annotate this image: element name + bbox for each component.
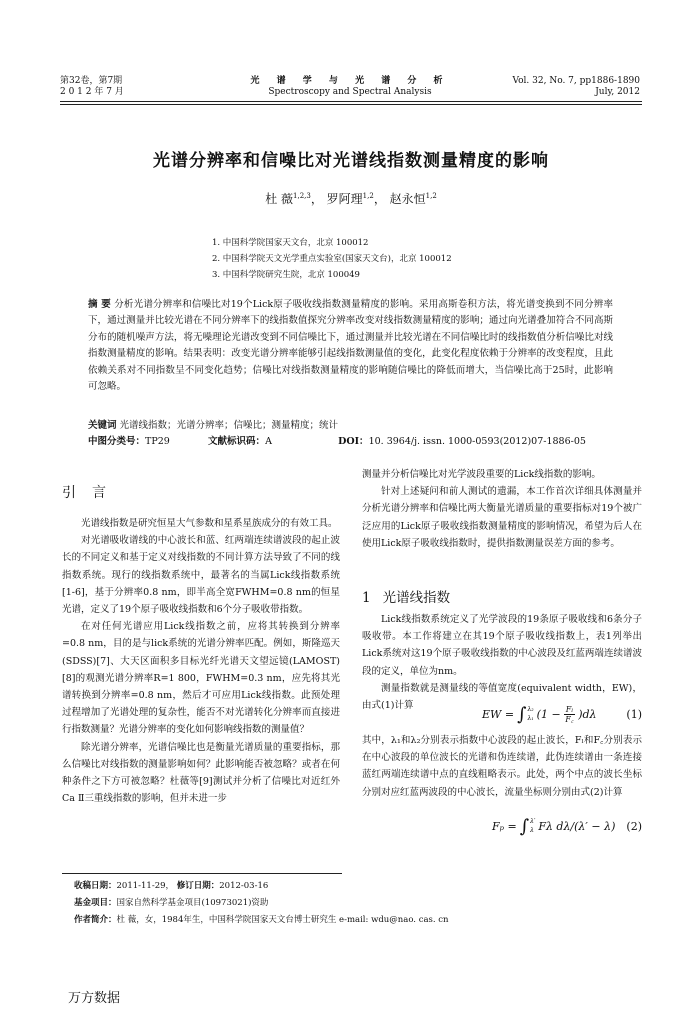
clc-label: 中图分类号： bbox=[88, 436, 146, 447]
integral-sign: ∫ bbox=[517, 703, 527, 725]
right-column-top bbox=[362, 466, 642, 552]
header-rule-thin bbox=[60, 104, 642, 105]
integral-limits bbox=[530, 817, 535, 835]
watermark: 万方数据 bbox=[68, 991, 121, 1006]
header-rule bbox=[60, 101, 642, 102]
abstract-text: 分析光谱分辨率和信噪比对19个Lick原子吸收线指数测量精度的影响。采用高斯卷积方法，将光谱变换到不同分辨率下，通过测量并比较光谱在不同分辨率下的线指数值探究分辨率改变对线指数测量精度的影响；通过向光谱叠加符合不同高斯分布的随机噪声方法，将无噪理论光谱改变到不同信噪比下，通过测量并比较光谱在不同信噪比时的线指数值分析信噪比对线指数测量精度的影响。结果表明：改变光谱分辨率能够引起线指数测量值的变化，此变化程度依赖于分辨率的改变程度，且此依赖关系对不同指数呈不同变化趋势；信噪比对线指数测量精度的影响随信噪比的降低而增大，当信噪比高于25时，此影响可忽略。 bbox=[88, 299, 614, 393]
journal-citation bbox=[440, 76, 640, 98]
revised-label: 修订日期： bbox=[176, 881, 220, 891]
footnote-dates bbox=[74, 878, 634, 895]
clc-value: TP29 bbox=[145, 436, 170, 447]
intro-paragraph: 在对任何光谱应用Lick线指数之前，应将其转换到分辨率=0.8 nm，目的是与lick系统的光谱分辨率匹配。例如，斯隆巡天(SDSS)[7]、大天区面积多目标光纤光谱天文望远镜(LAMOST)[8]的观测光谱分辨率R=1 800，FWHM=0.3 nm，应先将其光谱转换到分辨率=0.8 nm，然后才可应用Lick线指数。此预处理过程增加了光谱处理的复杂性，能否不对光谱转化分辨率而直接进行指数测量？光谱分辨率的变化如何影响线指数的测量值？ bbox=[62, 621, 340, 736]
footnote-bio bbox=[74, 912, 634, 929]
author-affil-sup: 1,2,3 bbox=[293, 192, 311, 200]
equation-number: (2) bbox=[626, 819, 642, 833]
integral-sign: ∫ bbox=[519, 815, 530, 837]
affiliation-item: 1. 中国科学院国家天文台，北京 100012 bbox=[212, 238, 369, 248]
journal-name-en: Spectroscopy and Spectral Analysis bbox=[268, 87, 432, 97]
intro-paragraph: 光谱线指数是研究恒星大气参数和星系星族成分的有效工具。 bbox=[81, 518, 338, 529]
upper-limit: λ₂ bbox=[527, 706, 534, 713]
eq1-fraction bbox=[564, 705, 576, 724]
received-date: 2011-11-29， bbox=[116, 881, 175, 891]
keywords bbox=[88, 418, 618, 433]
eq1-tail: )dλ bbox=[578, 707, 597, 721]
fund-label: 基金项目： bbox=[74, 898, 117, 908]
citation-line: Vol. 32, No. 7, pp1886-1890 bbox=[512, 76, 640, 86]
eq1-lhs: EW = bbox=[482, 707, 515, 721]
intro-body bbox=[62, 515, 340, 807]
bio-text: 杜 薇，女，1984年生，中国科学院国家天文台博士研究生 e-mail: wdu@nao. cas. cn bbox=[116, 915, 449, 925]
author-affil-sup: 1,2 bbox=[425, 192, 437, 200]
eq1-body: (1 − bbox=[536, 707, 561, 721]
doc-code-value: A bbox=[265, 436, 272, 447]
journal-name-cn: 光 谱 学 与 光 谱 分 析 bbox=[250, 76, 450, 86]
keywords-label: 关键词 bbox=[88, 420, 117, 431]
date-line: 2 0 1 2 年 7 月 bbox=[60, 87, 124, 97]
journal-volume-issue bbox=[60, 76, 190, 98]
doi-label: DOI： bbox=[338, 436, 369, 447]
section-title: 光谱线指数 bbox=[382, 590, 451, 606]
eq2-body: Fλ dλ/(λ′ − λ) bbox=[538, 819, 616, 833]
fund-text: 国家自然科学基金项目(10973021)资助 bbox=[116, 898, 269, 908]
affiliation-item: 2. 中国科学院天文光学重点实验室(国家天文台)，北京 100012 bbox=[212, 254, 452, 264]
equation-number: (1) bbox=[626, 707, 642, 721]
keywords-text: 光谱线指数；光谱分辨率；信噪比；测量精度；统计 bbox=[119, 420, 339, 431]
author-affil-sup: 1,2 bbox=[362, 192, 374, 200]
author-name: 赵永恒 bbox=[389, 192, 426, 206]
lower-limit: λ₁ bbox=[527, 715, 534, 722]
intro-paragraph: 除光谱分辨率，光谱信噪比也是衡量光谱质量的重要指标，那么信噪比对线指数的测量影响如何？此影响能否被忽略？或者在何种条件之下方可被忽略？杜薇等[9]测试并分析了信噪比对近红外Ca Ⅱ三重线指数的影响，但并未进一步 bbox=[62, 741, 340, 805]
intro-paragraph: 对光谱吸收谱线的中心波长和蓝、红两端连续谱波段的起止波长的不同定义和基于定义对线指数的不同计算方法导致了不同的线指数系统。现行的线指数系统中，最著名的当属Lick线指数系统[1-6]，基于分辨率0.8 nm，即半高全宽FWHM=0.8 nm的恒星光谱，定义了19个原子吸收线指数和6个分子吸收带指数。 bbox=[62, 535, 340, 616]
integral-limits bbox=[527, 705, 533, 723]
section-number: 1 bbox=[362, 590, 371, 606]
footnote bbox=[74, 878, 634, 929]
author-name: 罗阿理 bbox=[326, 192, 363, 206]
doc-code-label: 文献标识码： bbox=[208, 436, 266, 447]
revised-date: 2012-03-16 bbox=[219, 881, 269, 891]
affiliation-item: 3. 中国科学院研究生院，北京 100049 bbox=[212, 270, 360, 280]
eq2-lhs: Fₚ = bbox=[492, 819, 517, 833]
footnote-rule bbox=[62, 873, 342, 874]
author-name: 杜 薇 bbox=[265, 192, 294, 206]
body-paragraph: Lick线指数系统定义了光学波段的19条原子吸收线和6条分子吸收带。本工作将建立在其19个原子吸收线指数上，表1列举出Lick系统对这19个原子吸收线指数的中心波段及红蓝两端连续谱波段的定义，单位为nm。 bbox=[362, 614, 642, 677]
affiliations bbox=[212, 235, 632, 283]
abstract bbox=[88, 297, 613, 395]
equation-1 bbox=[362, 699, 642, 729]
body-paragraph: 测量指数就是测量线的等值宽度(equivalent width，EW)，由式(1)计算 bbox=[362, 682, 642, 712]
abstract-label: 摘 要 bbox=[88, 299, 111, 310]
intro-heading: 引言 bbox=[62, 485, 122, 501]
footnote-fund bbox=[74, 895, 634, 912]
lower-limit: λ bbox=[530, 827, 534, 834]
fraction-denominator: F꜀ bbox=[565, 714, 574, 724]
body-paragraph: 其中，λ₁和λ₂分别表示指数中心波段的起止波长，Fₗ和F꜀分别表示在中心波段的单位波长的光谱和伪连续谱，此伪连续谱由一条连接蓝红两端连续谱中点的直线粗略表示。此处，两个中点的波长坐标分别对应红蓝两波段的中心波长，流量坐标则分别由式(2)计算 bbox=[362, 735, 642, 798]
bio-label: 作者简介： bbox=[74, 915, 117, 925]
equation-2 bbox=[362, 813, 642, 839]
section1-heading bbox=[362, 586, 450, 606]
doi-value: 10. 3964/j. issn. 1000-0593(2012)07-1886-05 bbox=[368, 436, 586, 447]
body-paragraph: 针对上述疑问和前人测试的遗漏，本工作首次详细具体测量并分析光谱分辨率和信噪比两大衡量光谱质量的重要指标对19个被广泛应用的Lick原子吸收线指数测量精度的影响情况，希望为后人在使用Lick原子吸收线指数时，提供指数测量误差方面的参考。 bbox=[362, 486, 642, 549]
upper-limit: λ′ bbox=[530, 818, 536, 825]
classification-line bbox=[88, 434, 618, 449]
author-list: 杜 薇$^{1,2,3}$， 罗阿理$^{1,2}$， 赵永恒$^{1,2}$ bbox=[265, 192, 437, 206]
received-label: 收稿日期： bbox=[74, 881, 117, 891]
citation-date: July, 2012 bbox=[595, 87, 640, 97]
fraction-numerator: Fₗ bbox=[565, 704, 574, 714]
continued-paragraph: 测量并分析信噪比对光学波段重要的Lick线指数的影响。 bbox=[362, 469, 601, 480]
equation-1-explanation bbox=[362, 732, 642, 801]
paper-title: 光谱分辨率和信噪比对光谱线指数测量精度的影响 bbox=[153, 151, 549, 171]
volume-line: 第32卷，第7期 bbox=[60, 76, 123, 86]
